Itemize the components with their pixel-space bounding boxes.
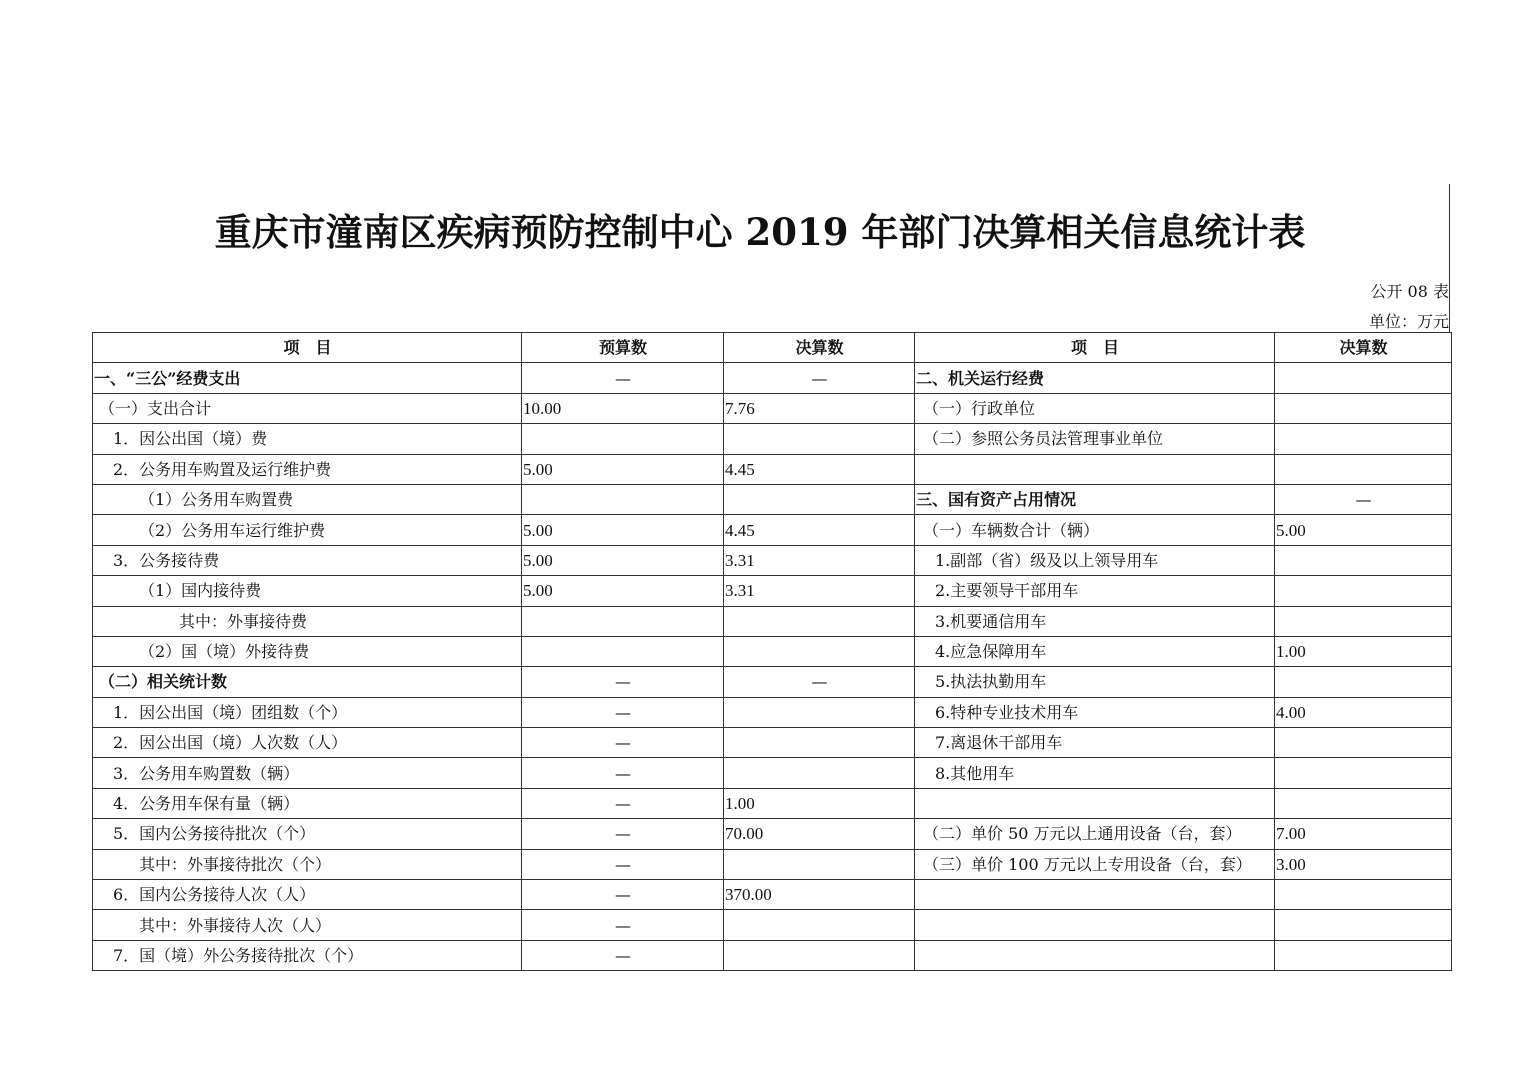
row-item-left: 其中：外事接待人次（人）: [93, 910, 522, 940]
row-final-left: [724, 758, 915, 788]
row-final-right: —: [1275, 484, 1452, 514]
row-final-left: [724, 849, 915, 879]
row-final-right: 7.00: [1275, 819, 1452, 849]
table-row: [93, 940, 1452, 970]
row-item-right: 8.其他用车: [915, 758, 1275, 788]
table-row: [93, 454, 1452, 484]
row-final-right: [1275, 880, 1452, 910]
row-item-right: （二）参照公务员法管理事业单位: [915, 424, 1275, 454]
row-final-left: [724, 636, 915, 666]
table-row: [93, 363, 1452, 393]
table-row: [93, 636, 1452, 666]
row-budget: —: [522, 849, 724, 879]
table-row: [93, 515, 1452, 545]
row-final-left: 4.45: [724, 454, 915, 484]
page-title: 重庆市潼南区疾病预防控制中心 2019 年部门决算相关信息统计表: [214, 210, 1306, 254]
table-row: [93, 545, 1452, 575]
row-final-left: 3.31: [724, 576, 915, 606]
row-budget: 10.00: [522, 393, 724, 423]
row-final-left: [724, 424, 915, 454]
row-final-left: —: [724, 667, 915, 697]
row-item-left: 7．国（境）外公务接待批次（个）: [93, 940, 522, 970]
row-item-left: 其中：外事接待批次（个）: [93, 849, 522, 879]
row-item-right: 6.特种专业技术用车: [915, 697, 1275, 727]
table-row: [93, 910, 1452, 940]
row-final-right: 4.00: [1275, 697, 1452, 727]
row-final-right: [1275, 393, 1452, 423]
table-row: [93, 606, 1452, 636]
row-item-left: 一、“三公”经费支出: [93, 363, 522, 393]
row-item-right: 2.主要领导干部用车: [915, 576, 1275, 606]
row-budget: —: [522, 819, 724, 849]
header-final-left: 决算数: [724, 333, 915, 363]
row-budget: [522, 484, 724, 514]
table-row: [93, 819, 1452, 849]
row-item-right: [915, 910, 1275, 940]
table-row: [93, 849, 1452, 879]
row-final-right: [1275, 788, 1452, 818]
row-budget: —: [522, 880, 724, 910]
row-final-right: [1275, 910, 1452, 940]
row-item-right: （一）车辆数合计（辆）: [915, 515, 1275, 545]
row-item-right: 3.机要通信用车: [915, 606, 1275, 636]
row-final-right: [1275, 424, 1452, 454]
row-budget: —: [522, 788, 724, 818]
row-budget: 5.00: [522, 515, 724, 545]
unit-label: 单位：万元: [1368, 312, 1449, 331]
row-item-left: 1．因公出国（境）费: [93, 424, 522, 454]
table-row: [93, 880, 1452, 910]
row-final-left: 7.76: [724, 393, 915, 423]
row-item-left: 2．公务用车购置及运行维护费: [93, 454, 522, 484]
row-final-left: —: [724, 363, 915, 393]
row-budget: —: [522, 697, 724, 727]
header-budget: 预算数: [522, 333, 724, 363]
row-item-right: [915, 880, 1275, 910]
row-item-left: （一）支出合计: [93, 393, 522, 423]
row-budget: —: [522, 940, 724, 970]
row-final-right: [1275, 606, 1452, 636]
row-budget: —: [522, 667, 724, 697]
table-row: [93, 576, 1452, 606]
row-item-right: 7.离退休干部用车: [915, 728, 1275, 758]
row-item-left: （2）公务用车运行维护费: [93, 515, 522, 545]
table-row: [93, 728, 1452, 758]
row-final-left: [724, 910, 915, 940]
row-budget: —: [522, 758, 724, 788]
row-item-left: 3．公务接待费: [93, 545, 522, 575]
row-budget: —: [522, 363, 724, 393]
table-row: [93, 788, 1452, 818]
row-budget: [522, 424, 724, 454]
row-item-left: 6．国内公务接待人次（人）: [93, 880, 522, 910]
row-final-right: [1275, 545, 1452, 575]
row-item-right: 4.应急保障用车: [915, 636, 1275, 666]
row-item-left: （2）国（境）外接待费: [93, 636, 522, 666]
row-final-left: [724, 484, 915, 514]
row-budget: —: [522, 910, 724, 940]
row-item-right: [915, 788, 1275, 818]
row-final-left: 4.45: [724, 515, 915, 545]
row-final-right: [1275, 728, 1452, 758]
row-item-left: （二）相关统计数: [93, 667, 522, 697]
row-final-left: 70.00: [724, 819, 915, 849]
row-budget: 5.00: [522, 545, 724, 575]
row-item-right: [915, 454, 1275, 484]
row-final-right: 3.00: [1275, 849, 1452, 879]
row-item-left: 4．公务用车保有量（辆）: [93, 788, 522, 818]
row-budget: 5.00: [522, 454, 724, 484]
row-final-left: 370.00: [724, 880, 915, 910]
row-item-right: 三、国有资产占用情况: [915, 484, 1275, 514]
table-row: [93, 758, 1452, 788]
table-row: [93, 393, 1452, 423]
row-final-right: [1275, 940, 1452, 970]
header-final-right: 决算数: [1275, 333, 1452, 363]
row-item-right: 二、机关运行经费: [915, 363, 1275, 393]
row-budget: 5.00: [522, 576, 724, 606]
row-final-right: [1275, 454, 1452, 484]
row-item-left: 5．国内公务接待批次（个）: [93, 819, 522, 849]
row-final-left: [724, 940, 915, 970]
row-budget: [522, 636, 724, 666]
row-item-left: 3．公务用车购置数（辆）: [93, 758, 522, 788]
row-item-left: 1．因公出国（境）团组数（个）: [93, 697, 522, 727]
row-item-right: 1.副部（省）级及以上领导用车: [915, 545, 1275, 575]
row-item-right: [915, 940, 1275, 970]
row-item-left: （1）公务用车购置费: [93, 484, 522, 514]
header-item-right: 项 目: [915, 333, 1275, 363]
table-header-row: [93, 333, 1452, 363]
table-row: [93, 667, 1452, 697]
row-final-left: [724, 697, 915, 727]
table-row: [93, 697, 1452, 727]
row-item-left: 其中：外事接待费: [93, 606, 522, 636]
row-final-left: 1.00: [724, 788, 915, 818]
table-row: [93, 424, 1452, 454]
row-budget: —: [522, 728, 724, 758]
row-item-right: （三）单价 100 万元以上专用设备（台，套）: [915, 849, 1275, 879]
statistics-table: [92, 332, 1452, 971]
row-item-right: （一）行政单位: [915, 393, 1275, 423]
row-final-right: 5.00: [1275, 515, 1452, 545]
header-item-left: 项 目: [93, 333, 522, 363]
row-final-right: [1275, 576, 1452, 606]
row-final-left: 3.31: [724, 545, 915, 575]
row-final-left: [724, 728, 915, 758]
row-item-right: （二）单价 50 万元以上通用设备（台，套）: [915, 819, 1275, 849]
row-final-right: [1275, 667, 1452, 697]
row-final-right: 1.00: [1275, 636, 1452, 666]
table-row: [93, 484, 1452, 514]
row-final-left: [724, 606, 915, 636]
row-budget: [522, 606, 724, 636]
row-final-right: [1275, 758, 1452, 788]
form-number: 公开 08 表: [1370, 282, 1449, 301]
row-item-left: （1）国内接待费: [93, 576, 522, 606]
row-item-right: 5.执法执勤用车: [915, 667, 1275, 697]
row-item-left: 2．因公出国（境）人次数（人）: [93, 728, 522, 758]
row-final-right: [1275, 363, 1452, 393]
